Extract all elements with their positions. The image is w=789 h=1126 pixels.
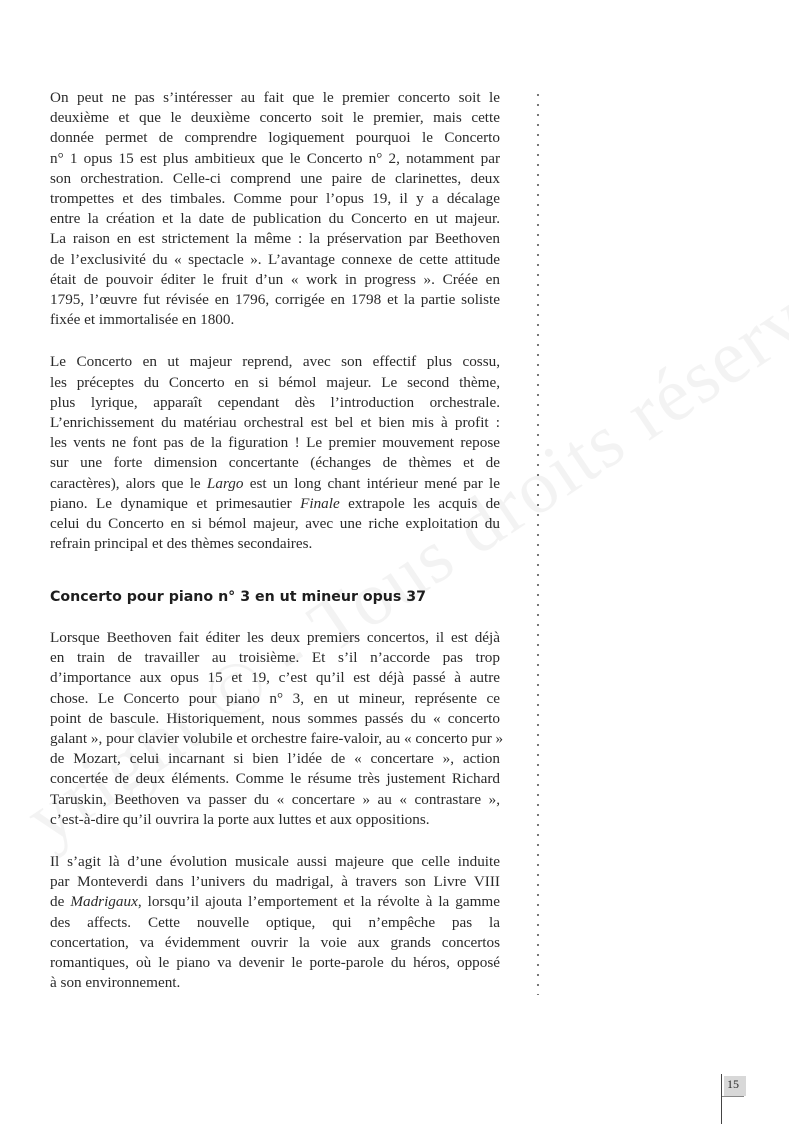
- section-heading: Concerto pour piano n° 3 en ut mineur opus 37: [50, 589, 427, 605]
- text-line: L’enrichissement du matériau orchestral est bel et bien mis à profit :: [50, 414, 500, 432]
- text-line: son orchestration. Celle-ci comprend une paire de clarinettes, deux: [50, 169, 500, 187]
- text-line: On peut ne pas s’intéresser au fait que le premier concerto soit le: [50, 89, 500, 106]
- text-line: chose. Le Concerto pour piano n° 3, en ut mineur, représente ce: [50, 689, 500, 707]
- page-number: 15: [727, 1077, 739, 1091]
- text-line: piano. Le dynamique et primesautier Finale extrapole les acquis de: [50, 494, 500, 512]
- text-line: Il s’agit là d’une évolution musicale aussi majeure que celle induite: [50, 853, 500, 871]
- text-line: 1795, l’œuvre fut révisée en 1796, corrigée en 1798 et la partie soliste: [50, 291, 500, 309]
- text-line: point de bascule. Historiquement, nous sommes passés du « concerto: [50, 709, 500, 727]
- text-column-2: [50, 628, 504, 993]
- paragraph-4: [50, 852, 500, 993]
- text-line: était de pouvoir éditer le fruit d’un « work in progress ». Créée en: [50, 270, 500, 288]
- text-line: deuxième et que le deuxième concerto soit le premier, mais cette: [50, 109, 500, 127]
- text-line: entre la création et la date de publication du Concerto en ut majeur.: [50, 210, 500, 228]
- text-line: n° 1 opus 15 est plus ambitieux que le Concerto n° 2, notamment par: [50, 149, 500, 167]
- text-line: romantiques, où le piano va devenir le porte-parole du héros, opposé: [50, 954, 500, 972]
- text-line: caractères), alors que le Largo est un long chant intérieur mené par le: [50, 474, 500, 492]
- text-line: par Monteverdi dans l’univers du madrigal, à travers son Livre VIII: [50, 873, 500, 891]
- text-line: d’importance aux opus 15 et 19, c’est qu’il est déjà passé à autre: [50, 669, 500, 687]
- text-line: de Madrigaux, lorsqu’il ajouta l’emportement et la révolte à la gamme: [50, 893, 500, 911]
- paragraph-3: [50, 628, 504, 830]
- text-line: galant », pour clavier volubile et orchestre faire-valoir, au « concerto pur »: [50, 730, 504, 748]
- text-column: [50, 88, 500, 554]
- text-line: concertation, va évidemment ouvrir la voie aux grands concertos: [50, 933, 500, 951]
- dotted-margin-rule: [536, 90, 540, 995]
- text-line: plus lyrique, apparaît cependant dès l’introduction orchestrale.: [50, 393, 500, 411]
- text-line: celui du Concerto en si bémol majeur, avec une riche exploitation du: [50, 515, 500, 533]
- text-line: Le Concerto en ut majeur reprend, avec son effectif plus cossu,: [50, 353, 500, 371]
- text-line: Lorsque Beethoven fait éditer les deux premiers concertos, il est déjà: [50, 629, 500, 646]
- text-line: les vents ne font pas de la figuration ! Le premier mouvement repose: [50, 434, 500, 452]
- text-line: fixée et immortalisée en 1800.: [50, 311, 235, 329]
- text-line: à son environnement.: [50, 974, 181, 992]
- text-line: en train de travailler au troisième. Et s’il n’accorde pas trop: [50, 649, 500, 667]
- text-line: de Mozart, celui incarnant si bien l’idée de « concertare », action: [50, 750, 500, 768]
- text-line: Taruskin, Beethoven va passer du « concertare » au « contrastare »,: [50, 790, 500, 808]
- text-line: sur une forte dimension concertante (échanges de thèmes et de: [50, 454, 500, 472]
- text-line: donnée permet de comprendre logiquement pourquoi le Concerto: [50, 129, 500, 147]
- text-line: refrain principal et des thèmes secondaires.: [50, 535, 313, 553]
- paragraph-2: [50, 352, 500, 554]
- text-line: trompettes et des timbales. Comme pour l’opus 19, il y a décalage: [50, 190, 500, 208]
- text-line: concertée de deux éléments. Comme le résume très justement Richard: [50, 770, 500, 788]
- text-line: de l’exclusivité du « spectacle ». L’avantage connexe de cette attitude: [50, 250, 500, 268]
- footer-horizontal-rule: [722, 1096, 744, 1097]
- text-line: les préceptes du Concerto en si bémol majeur. Le second thème,: [50, 373, 500, 391]
- paragraph-1: [50, 88, 500, 330]
- text-line: des affects. Cette nouvelle optique, qui n’empêche pas la: [50, 913, 500, 931]
- text-line: La raison en est strictement la même : la préservation par Beethoven: [50, 230, 500, 248]
- text-line: c’est-à-dire qu’il ouvrira la porte aux luttes et aux oppositions.: [50, 810, 430, 828]
- footer-vertical-rule: [721, 1074, 722, 1124]
